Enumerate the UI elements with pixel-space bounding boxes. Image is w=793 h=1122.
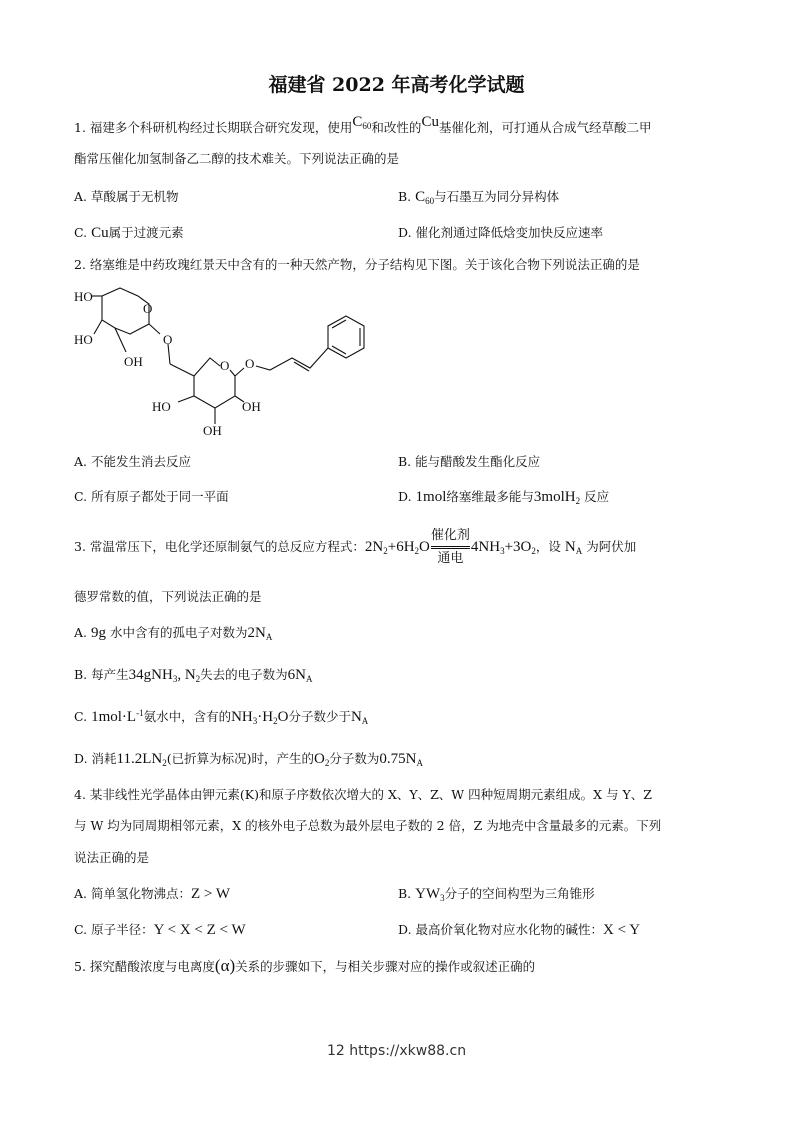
label-link-oxygen-2: O	[245, 356, 255, 371]
q2-option-c: C. 所有原子都处于同一平面	[74, 489, 229, 504]
q4-stem-line1: 4. 某非线性光学晶体由钾元素(K)和原子序数依次增大的 X、Y、Z、W 四种短周期元素组成。X 与 Y、Z	[74, 787, 652, 802]
cu-formula: Cu	[421, 114, 439, 130]
q2-stem: 2. 络塞维是中药玫瑰红景天中含有的一种天然产物，分子结构见下图。关于该化合物下列说法正确的是	[74, 257, 640, 272]
q3-option-a: A. 9g 水中含有的孤电子对数为$2N_A$	[74, 625, 273, 642]
q3-stem: 3. 常温常压下，电化学还原制氨气的总反应方程式：$2N_2+6H_2O$ $\frac{\text{催化剂}}{\text{通电}}$ $4NH_3+3O_2$，设 $N_A$ 为阿伏加	[74, 528, 637, 566]
label-ho-1: HO	[74, 289, 93, 304]
label-ring-oxygen-1: O	[143, 301, 153, 316]
label-oh-1: OH	[124, 354, 143, 369]
q4-option-d: D. 最高价氧化物对应水化物的碱性：X < Y	[398, 922, 641, 938]
q4-stem-line3: 说法正确的是	[74, 850, 150, 865]
q1-option-c: C. Cu属于过渡元素	[74, 225, 184, 241]
label-oh-3: OH	[203, 423, 222, 438]
q1-stem	[74, 114, 652, 136]
q1-stem-text: 1. 福建多个科研机构经过长期联合研究发现，使用	[74, 120, 353, 135]
q4-option-a: A. 简单氢化物沸点：Z > W	[74, 886, 230, 902]
q1-option-a: A. 草酸属于无机物	[74, 189, 179, 204]
label-oh-2: OH	[242, 399, 261, 414]
q3-option-d: D. 消耗$11.2LN_2$(已折算为标况)时，产生的$O_2$分子数为$0.75N_A$	[74, 751, 423, 768]
q3-stem-line2: 德罗常数的值，下列说法正确的是	[74, 589, 262, 604]
label-link-oxygen-1: O	[163, 332, 173, 347]
q4-option-b: B. $YW_3$分子的空间构型为三角锥形	[398, 886, 595, 903]
page-footer: 12 https://xkw88.cn	[326, 1043, 467, 1059]
reaction-equation: $2N_2+6H_2O$	[364, 539, 430, 556]
q2-option-b: B. 能与醋酸发生酯化反应	[398, 454, 541, 469]
q1-stem-text: 基催化剂，可打通从合成气经草酸二甲	[438, 120, 652, 135]
c60-formula: $C_{60}$	[352, 114, 372, 131]
label-ring-oxygen-2: O	[220, 358, 230, 373]
q1-option-d: D. 催化剂通过降低焓变加快反应速率	[398, 225, 604, 240]
label-ho-2: HO	[74, 332, 93, 347]
q5-stem: 5. 探究醋酸浓度与电离度(α)关系的步骤如下，与相关步骤对应的操作或叙述正确的	[74, 956, 536, 975]
q3-option-b: B. 每产生34gNH$_3$, $N_2$失去的电子数为$6N_A$	[74, 667, 313, 684]
q2-option-a: A. 不能发生消去反应	[74, 454, 191, 469]
q4-stem-line2: 与 W 均为同周期相邻元素，X 的核外电子总数为最外层电子数的 2 倍，Z 为地壳中含量最多的元素。下列	[74, 818, 662, 833]
page-title: 福建省 2022 年高考化学试题	[268, 74, 525, 96]
q1-stem-text: 和改性的	[371, 120, 422, 135]
label-ho-3: HO	[152, 399, 171, 414]
q1-stem-line2: 酯常压催化加氢制备乙二醇的技术难关。下列说法正确的是	[74, 151, 400, 166]
q3-option-c: C. $1mol\cdot L^{-1}$氨水中，含有的$NH_3\cdot H_2O$分子数少于$N_A$	[74, 708, 369, 726]
q2-option-d: D. 1mol络塞维最多能与3molH$_2$ 反应	[398, 489, 610, 506]
q4-option-c: C. 原子半径：Y < X < Z < W	[74, 922, 246, 938]
q1-option-b: B. $C_{60}$与石墨互为同分异构体	[398, 189, 560, 206]
molecular-structure-diagram	[70, 282, 390, 442]
reaction-conditions: $\frac{\text{催化剂}}{\text{通电}}$	[430, 528, 470, 566]
